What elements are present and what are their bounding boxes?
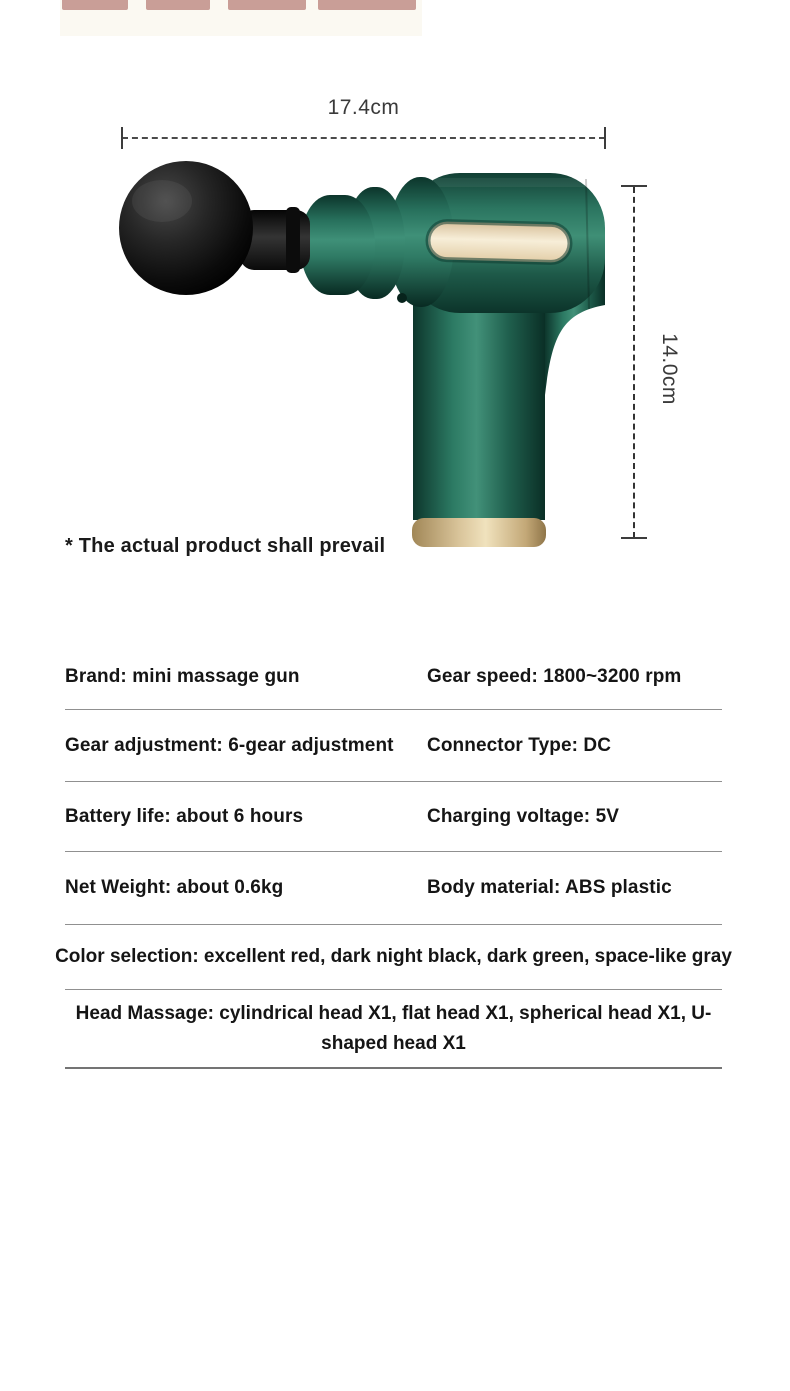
spec-head-massage: Head Massage: cylindrical head X1, flat head X1, spherical head X1, U-shaped head X1 [75,1003,712,1054]
spec-net-weight: Net Weight: about 0.6kg [65,877,284,898]
spec-row-brand-speed [65,645,722,710]
width-dimension-tick-right [604,127,606,149]
cropped-text-fragment [228,0,306,10]
spec-row-battery-voltage [65,782,722,852]
spec-row-color-selection [55,925,732,990]
spec-gear-speed: Gear speed: 1800~3200 rpm [427,666,682,687]
spec-connector-type: Connector Type: DC [427,734,612,756]
gun-gold-base [412,518,546,547]
gun-accent-strip [428,221,571,263]
gun-body-highlight [415,178,595,187]
width-dimension-label: 17.4cm [327,96,400,119]
width-dimension-line [122,137,605,139]
massage-gun-illustration [100,155,620,555]
spec-battery-life: Battery life: about 6 hours [65,805,304,827]
disclaimer-note: * The actual product shall prevail [65,535,386,557]
cropped-text-fragment [146,0,210,10]
gun-shaft-ring [286,207,300,273]
height-dimension-tick-top [621,185,647,187]
gun-sphere-head [119,161,253,295]
width-dimension-tick-left [121,127,123,149]
spec-charging-voltage: Charging voltage: 5V [427,805,620,827]
gun-handle [413,285,545,520]
gun-sphere-highlight [132,180,192,222]
gun-collar-small [300,195,375,295]
spec-color-selection: Color selection: excellent red, dark night black, dark green, space-like gray [55,946,732,967]
height-dimension-tick-bottom [621,537,647,539]
cropped-text-fragment [62,0,128,10]
spec-row-adjustment-connector [65,710,722,782]
spec-row-weight-material [65,852,722,925]
cropped-text-fragment [318,0,416,10]
height-dimension-label: 14.0cm [658,333,681,405]
spec-body-material: Body material: ABS plastic [427,877,672,898]
spec-row-head-massage [65,990,722,1069]
gun-vent-hole [397,293,407,303]
spec-gear-adjustment: Gear adjustment: 6-gear adjustment [65,734,394,756]
spec-table [55,645,732,1069]
spec-brand: Brand: mini massage gun [65,666,300,687]
massage-gun-image [100,155,620,555]
height-dimension-line [633,187,635,538]
cropped-top-banner [60,0,422,36]
